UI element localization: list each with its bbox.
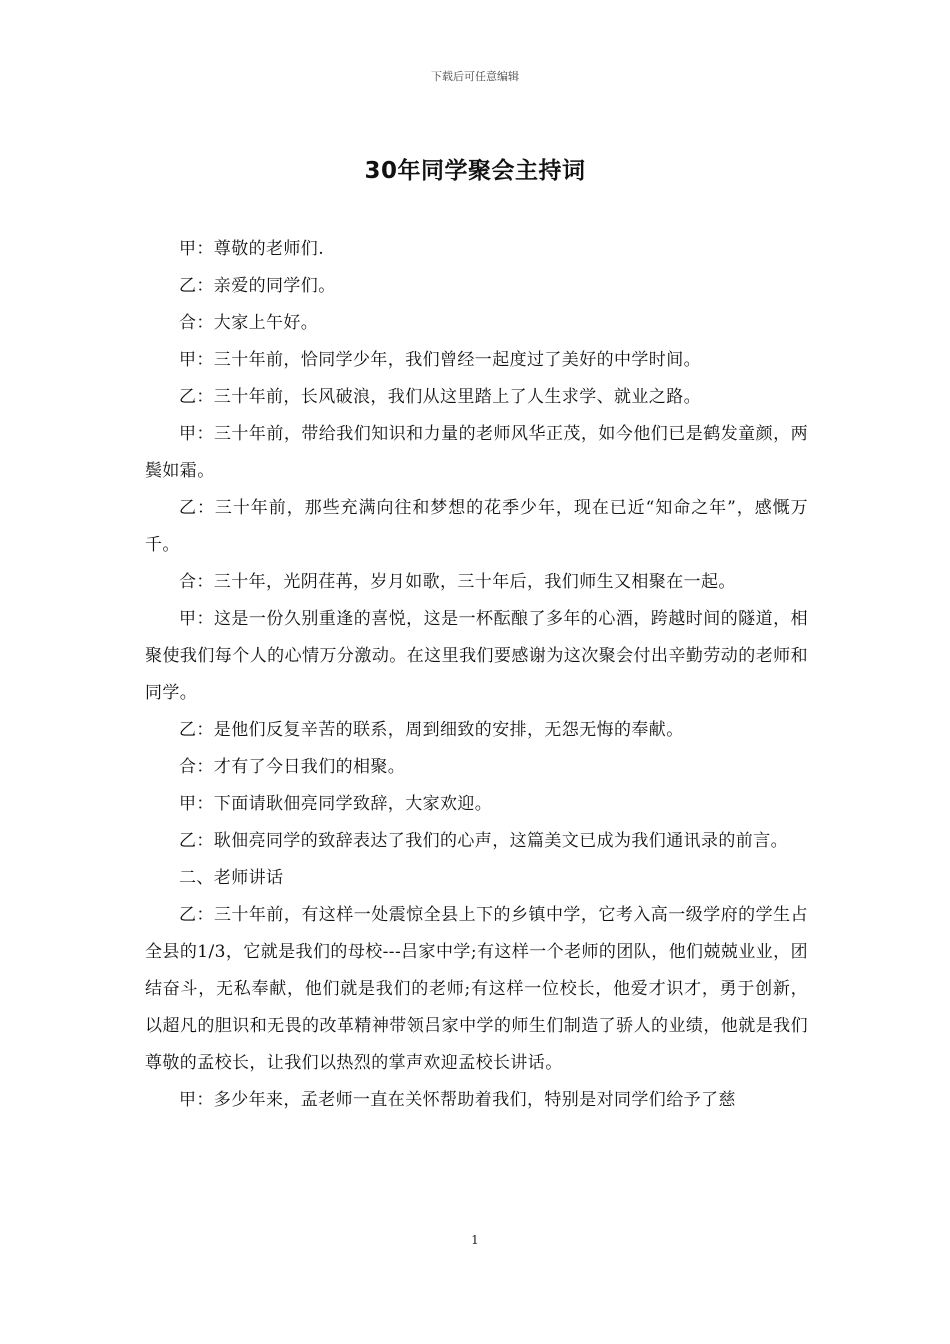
paragraph: 乙：耿佃亮同学的致辞表达了我们的心声，这篇美文已成为我们通讯录的前言。 xyxy=(179,831,788,851)
paragraph: 合：三十年，光阴荏苒，岁月如歌，三十年后，我们师生又相聚在一起。 xyxy=(179,572,736,592)
paragraph: 甲：下面请耿佃亮同学致辞，大家欢迎。 xyxy=(179,794,493,814)
paragraph: 甲：这是一份久别重逢的喜悦，这是一杯酝酿了多年的心酒，跨越时间的隧道，相聚使我们每个人的心情万分激动。在这里我们要感谢为这次聚会付出辛勤劳动的老师和同学。 xyxy=(145,609,808,703)
paragraph: 甲：多少年来，孟老师一直在关怀帮助着我们，特别是对同学们给予了慈 xyxy=(179,1090,736,1110)
paragraph: 乙：亲爱的同学们。 xyxy=(179,276,336,296)
page-number: 1 xyxy=(471,1233,479,1247)
document-title: 30年同学聚会主持词 xyxy=(364,158,586,184)
section-heading: 二、老师讲话 xyxy=(179,868,284,888)
document-body xyxy=(145,231,808,1119)
paragraph: 乙：三十年前，长风破浪，我们从这里踏上了人生求学、就业之路。 xyxy=(179,387,701,407)
paragraph: 合：才有了今日我们的相聚。 xyxy=(179,757,406,777)
paragraph: 乙：三十年前，有这样一处震惊全县上下的乡镇中学，它考入高一级学府的学生占全县的1/3，它就是我们的母校---吕家中学;有这样一个老师的团队，他们兢兢业业，团结奋斗，无私奉献，他们就是我们的老师;有这样一位校长，他爱才识才，勇于创新，以超凡的胆识和无畏的改革精神带领吕家中学的师生们制造了骄人的业绩，他就是我们尊敬的孟校长，让我们以热烈的掌声欢迎孟校长讲话。 xyxy=(145,905,808,1073)
paragraph: 乙：是他们反复辛苦的联系，周到细致的安排，无怨无悔的奉献。 xyxy=(179,720,684,740)
paragraph: 合：大家上午好。 xyxy=(179,313,319,333)
paragraph: 甲：尊敬的老师们. xyxy=(179,239,325,259)
paragraph: 甲：三十年前，带给我们知识和力量的老师风华正茂，如今他们已是鹤发童颜，两鬓如霜。 xyxy=(145,424,808,481)
header-note: 下载后可任意编辑 xyxy=(431,70,519,83)
paragraph: 甲：三十年前，恰同学少年，我们曾经一起度过了美好的中学时间。 xyxy=(179,350,701,370)
paragraph: 乙：三十年前，那些充满向往和梦想的花季少年，现在已近“知命之年”，感慨万千。 xyxy=(145,498,808,555)
